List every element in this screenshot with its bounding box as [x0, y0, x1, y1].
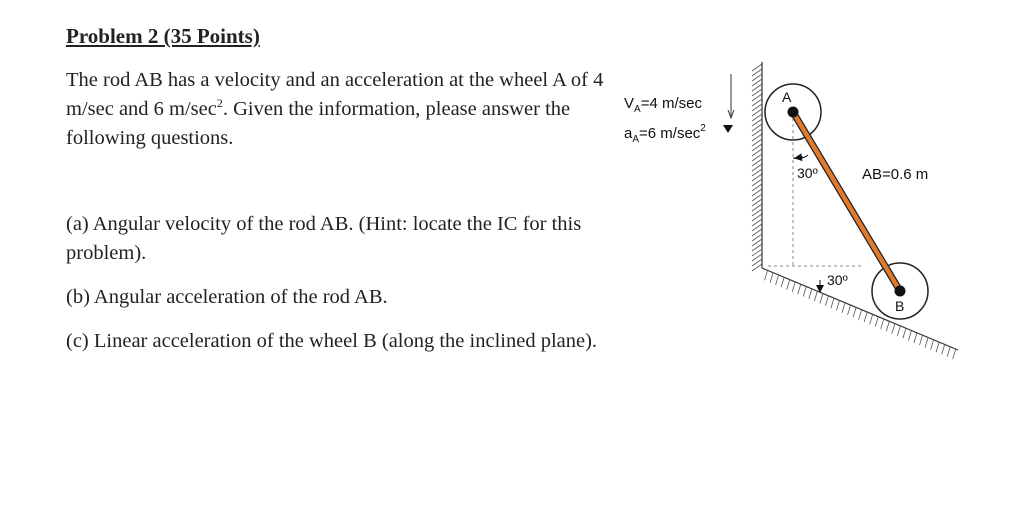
floor-hatch-line	[903, 328, 906, 338]
floor-hatch-line	[953, 349, 956, 359]
acceleration-arrow	[723, 125, 733, 133]
floor-hatch-line	[765, 270, 768, 280]
floor-hatch-line	[836, 300, 839, 310]
floor-hatch-line	[781, 277, 784, 287]
acceleration-label: $a_A=6$ $m/\sec^2$	[624, 123, 706, 145]
floor-hatch-line	[881, 319, 884, 329]
floor-hatch-line	[831, 298, 834, 308]
inclined-floor	[762, 268, 958, 359]
floor-hatch-line	[820, 293, 823, 303]
angle-rod-label: 30º	[797, 165, 818, 181]
angle-arc-rod	[793, 155, 808, 159]
wheel-b-label: B	[895, 298, 905, 314]
floor-hatch-line	[875, 317, 878, 327]
floor-hatch-line	[920, 335, 923, 345]
floor-hatch-line	[886, 321, 889, 331]
floor-hatch-line	[908, 331, 911, 341]
floor-hatch-line	[803, 287, 806, 297]
angle-incline-label: 30º	[827, 272, 848, 288]
floor-hatch-line	[936, 342, 939, 352]
floor-hatch-line	[892, 324, 895, 334]
question-c: (c) Linear acceleration of the wheel B (along the inclined plane).	[66, 330, 598, 352]
floor-hatch-line	[792, 282, 795, 292]
floor-hatch-line	[809, 289, 812, 299]
velocity-label: $V_A=4$ m/sec	[624, 95, 702, 115]
problem-title: Problem 2 (35 Points)	[66, 24, 260, 48]
rod-ab	[793, 112, 900, 291]
floor-hatch-line	[942, 344, 945, 354]
floor-hatch-line	[914, 333, 917, 343]
problem-statement-part-1: The rod AB has a velocity and an acceleration at the wheel A of 4 m/sec and 6 m/sec	[66, 69, 604, 120]
floor-hatch-line	[798, 284, 801, 294]
problem-statement-superscript: 2	[216, 96, 223, 110]
floor-hatch-line	[814, 291, 817, 301]
length-label: AB=0.6 m	[862, 166, 929, 183]
floor-hatch-line	[825, 296, 828, 306]
floor-hatch-line	[864, 312, 867, 322]
floor-hatch-line	[870, 314, 873, 324]
wheel-a-label: A	[782, 89, 792, 105]
floor-hatch-line	[787, 280, 790, 290]
floor-hatch-line	[947, 347, 950, 357]
floor-hatch-line	[842, 303, 845, 313]
problem-statement-part-2: . Given the information, please answer the following questions.	[66, 98, 571, 149]
floor-hatch-line	[859, 310, 862, 320]
floor-hatch-line	[776, 275, 779, 285]
floor-hatch-line	[897, 326, 900, 336]
floor-hatch-line	[770, 273, 773, 283]
floor-hatch-line	[931, 340, 934, 350]
floor-hatch-line	[853, 307, 856, 317]
floor-hatch-line	[848, 305, 851, 315]
floor-hatch-line	[925, 337, 928, 347]
question-a: (a) Angular velocity of the rod AB. (Hint: locate the IC for this problem).	[66, 213, 582, 264]
question-b: (b) Angular acceleration of the rod AB.	[66, 286, 388, 308]
vertical-wall	[752, 62, 762, 271]
pin-a	[788, 107, 799, 118]
pin-b	[895, 286, 906, 297]
